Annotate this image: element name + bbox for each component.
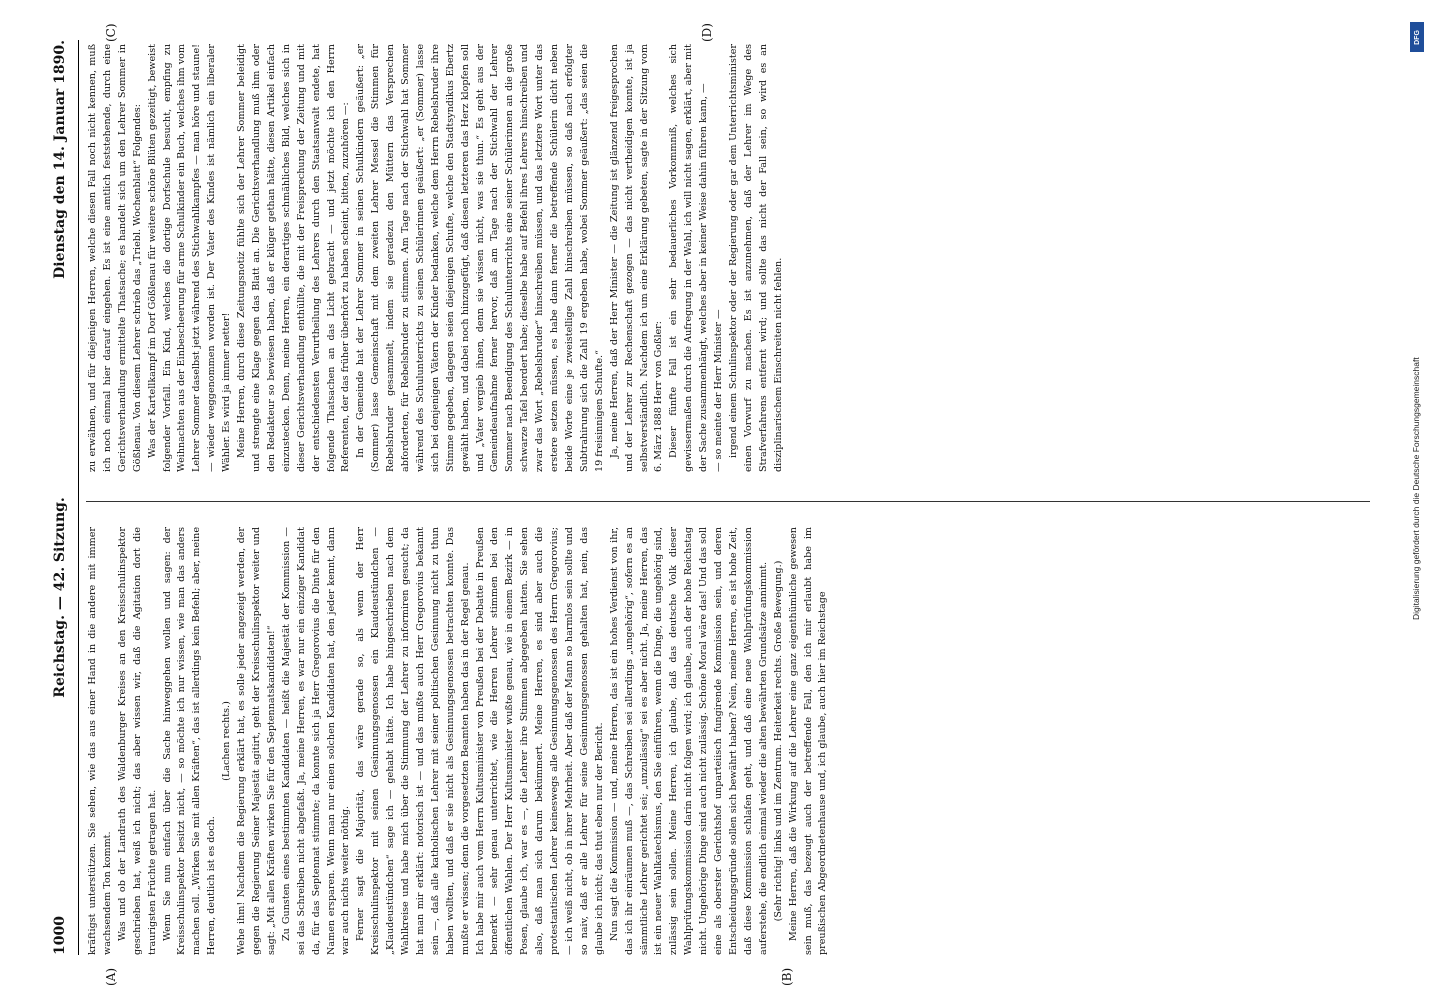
quotation: Dieser fünfte Fall ist ein sehr bedauerliches Vorkommniß, welches sich gewissermaßen durch die Aufregung in der Wahl, ich will nicht sagen, erklärt, aber mit der Sache zusammenhängt, welches aber in keiner Weise dahin führen kann, — [668, 44, 710, 472]
quotation: Was der Kartellkampf im Dorf Gößlenau für weitere schöne Blüten gezeitigt, beweist folgender Vorfall. Ein Kind, welches die dortige Dorfschule besucht, empfing zu Weihnachten aus der Einbescheerung für arme Schulkinder ein Buch, welches ihm vom Lehrer Sommer daselbst jetzt während des Stichwahlkampfes — man höre und staune! — wieder weggenommen worden ist. Der Vater des Kindes ist nämlich ein liberaler Wähler. Es wird ja immer netter! [146, 44, 233, 472]
paragraph: Nun sagt die Kommission — und, meine Herren, das ist ein hohes Verdienst von ihr, das ich ihr einräumen muß —, das Schreiben sei allerdings „ungehörig“, sofern es an sämmtliche Lehrer gerichtet sei; „unzulässig“ sei es aber nicht. Ja, meine Herren, das ist ein neuer Wahlkatechismus, den Sie einführen, wenn die Dinge, die ungehörig sind, zulässig sein sollen. Meine Herren, ich glaube, daß das deutsche Volk dieser Wahlprüfungskommission darin nicht folgen wird; ich glaube, auch der hohe Reichstag nicht. Ungehörige Dinge sind auch nicht zulässig. Schöne Moral wäre das! Und das soll eine als oberster Gerichtshof unparteiisch fungirende Kommission sein, und deren Entscheidungsgründe sollen sich bewährt haben? Nein, meine Herren, es ist hohe Zeit, daß diese Kommission schlafen geht, und daß eine neue Wahlprüfungskommission auferstehe, die endlich einmal wieder die alten bewährten Grundsätze annimmt. [608, 527, 769, 955]
paragraph: Ich habe mir auch vom Herrn Kultusminister von Preußen bei der Debatte in Preußen bemerkt — sehr genau unterrichtet, wie die Herren Lehrer stimmen bei den öffentlichen Wahlen. Der Herr Kultusminister wußte genau, wie in einem Bezirk — in Posen, glaube ich, war es —, die Lehrer ihre Stimmen abgegeben hatten. Sie sehen also, daß man sich darum bekümmert. Meine Herren, es sind aber auch die protestantischen Lehrer keineswegs alle Gesinnungsgenossen des Herrn Gregorovius; — ich weiß nicht, ob in ihrer Mehrheit. Aber daß der Mann so harmlos sein sollte und so naiv, daß er alle Lehrer für seine Gesinnungsgenossen gehalten hat, nein, das glaube ich nicht; das thut eben nur der Bericht. [474, 527, 605, 955]
paragraph: — so meinte der Herr Minister — [713, 309, 725, 472]
quotation: irgend einem Schulinspektor oder der Regierung oder gar dem Unterrichtsminister einen Vorwurf zu machen. Es ist anzunehmen, daß der Lehrer im Wege des Strafverfahrens entfernt wird; und sollte das nicht der Fall sein, so wird es an disziplinarischem Einschreiten nicht fehlen. [727, 44, 784, 472]
paragraph: Wehe ihm! Nachdem die Regierung erklärt hat, es solle jeder angezeigt werden, der gegen die Regierung Seiner Majestät agitirt, geht der Kreisschulinspektor weiter und sagt: „Mit allen Kräften wirken Sie für den Septennatskandidaten!“ [236, 527, 277, 955]
right-column [86, 44, 787, 472]
page-number: 1000 [52, 916, 68, 955]
paragraph: Meine Herren, durch diese Zeitungsnotiz fühlte sich der Lehrer Sommer beleidigt und strengte eine Klage gegen das Blatt an. Die Gerichtsverhandlung muß ihm oder den Redakteur so bewiesen haben, daß er klüger gethan hätte, diesen Artikel einfach einzustecken. Denn, meine Herren, ein derartiges schmähliches Bild, welches sich in dieser Gerichtsverhandlung enthüllte, die mit der Freisprechung der Zeitung und mit der entschiedensten Verurtheilung des Lehrers durch den Staatsanwalt endete, hat folgende Thatsachen an das Licht gebracht — und jetzt möchte ich den Herrn Referenten, der das früher überhört zu haben scheint, bitten, zuzuhören —: [236, 44, 352, 472]
left-column [86, 527, 831, 955]
paragraph: Wenn Sie nun einfach über die Sache hinweggehen wollen und sagen: der Kreisschulinspektor besitzt nicht, — so möchte ich nur wissen, wie man das anders machen soll. „Wirken Sie mit allen Kräften“, das ist allerdings kein Befehl; aber, meine Herren, deutlich ist es doch. [161, 527, 218, 955]
session-title: Reichstag. — 42. Sitzung. [52, 497, 68, 698]
digitization-credit [1404, 20, 1428, 620]
interjection: (Sehr richtig! links und im Zentrum. Heiterkeit rechts. Große Bewegung.) [772, 560, 784, 922]
paragraph: In der Gemeinde hat der Lehrer Sommer in seinen Schulkindern geäußert: „er (Sommer) lasse Gemeinschaft mit dem zweiten Lehrer Messel die Stimmen für Rebelsbruder gesammelt, indem sie geradezu den Müttern das Versprechen abforderten, für Rebelsbruder zu stimmen. Am Tage nach der Stichwahl hat Sommer während des Schulunterrichts zu seinen Schülerinnen geäußert: „er (Sommer) lasse sich bei denjenigen Vätern der Kinder bedanken, welche dem Herrn Rebelsbruder ihre Stimme gegeben, dagegen seien diejenigen Schufte, welche den Stadtsyndikus Ebertz gewählt haben, und dabei noch hinzugefügt, daß diesen letzteren das Herz klopfen soll und „Vater vergieb ihnen, denn sie wissen nicht, was sie thun.“ Es geht aus der Gemeindeaufnahme ferner hervor, daß am Tage nach der Stichwahl der Lehrer Sommer nach Beendigung des Schulunterrichts eine seiner Schülerinnen an die große schwarze Tafel beordert habe; dieselbe habe auf Befehl ihres Lehrers hinschreiben und zwar das Wort „Rebelsbruder“ hinschreiben müssen, und das letztere Wort unter das erstere setzen müssen, es habe dann ferner die betreffende Schülerin dicht neben beide Worte eine je zweistellige Zahl hinschreiben müssen, so daß nach erfolgter Subtrahirung sich die Zahl 19 ergeben habe, wobei Sommer geäußert: „das seien die 19 freisinnigen Schufte.“ [355, 44, 605, 472]
paragraph: Was und ob der Landrath des Waldenburger Kreises an den Kreisschulinspektor geschrieben hat, weiß ich nicht; das aber wissen wir, daß die Agitation dort die traurigsten Früchte getragen hat. [116, 527, 158, 955]
paragraph: Meine Herren, daß die Wirkung auf die Lehrer eine ganz eigenthümliche gewesen sein muß, das bezeugt auch der betreffende Fall, den ich mir erlaubt habe im preußischen Abgeordnetenhause und, ich glaube, auch hier im Reichstage [787, 527, 829, 955]
session-date: Dienstag den 14. Januar 1890. [52, 40, 68, 279]
interjection: (Lachen rechts.) [221, 701, 233, 781]
paragraph: Ferner sagt die Majorität, das wäre gerade so, als wenn der Herr Kreisschulinspektor mit seinen Gesinnungsgenossen ein Klaudeustündchen — „Klaudeustündchen“ sage ich — gehabt hätte. Ich habe hingeschrieben nach dem Wahlkreise und habe mich über die Stimmung der Lehrer zu informiren gesucht; da hat man mir erklärt: notorisch ist — und das mußte auch Herr Gregorovius bekannt sein —, daß alle katholischen Lehrer mit seiner politischen Gesinnung nicht zu thun haben wollten, und daß er sie nicht als Gesinnungsgenossen betrachten konnte. Das mußte er wissen; denn die vorgesetzten Beamten haben das in der Regel genau. [355, 527, 471, 955]
column-divider [86, 501, 1370, 502]
paragraph: Zu Gunsten eines bestimmten Kandidaten — heißt die Majestät der Kommission — sei das Schreiben nicht abgefaßt. Ja, meine Herren, es war nur ein einziger Kandidat da, für das Septennat stimmte; da konnte sich ja Herr Gregorovius die Dinte für den Namen ersparen. Wenn man nur einen solchen Kandidaten hat, den jeder kennt, dann war auch nichts weiter nöthig. [280, 527, 352, 955]
header-rule [78, 40, 79, 955]
paragraph: kräftigst unterstützen. Sie sehen, wie das aus einer Hand in die andere mit immer wachsendem Ton kommt. [87, 527, 113, 955]
paragraph: zu erwähnen, und für diejenigen Herren, welche diesen Fall noch nicht kennen, muß ich noch einmal hier darauf eingehen. Es ist eine amtlich feststehende, durch eine Gerichtsverhandlung ermittelte Thatsache; es handelt sich um den Lehrer Sommer in Gößlenau. Von diesem Lehrer schrieb das „Triebl. Wochenblatt“ Folgendes: [87, 44, 143, 472]
marker-c: (C) [104, 23, 118, 42]
dfg-logo: DFG [1410, 22, 1424, 52]
marker-d: (D) [700, 23, 714, 42]
marker-b: (B) [780, 967, 794, 986]
marker-a: (A) [104, 967, 118, 986]
credit-text: Digitalisierung gefördert durch die Deutsche Forschungsgemeinschaft [1411, 357, 1421, 620]
paragraph: Ja, meine Herren, daß der Herr Minister — die Zeitung ist glänzend freigesprochen und der Lehrer zur Rechenschaft gezogen — das nicht vertheidigen konnte, ist ja selbstverständlich. Nachdem ich um eine Erklärung gebeten, sagte in der Sitzung vom 6. März 1888 Herr von Goßler: [608, 44, 665, 472]
page-header [52, 40, 76, 955]
